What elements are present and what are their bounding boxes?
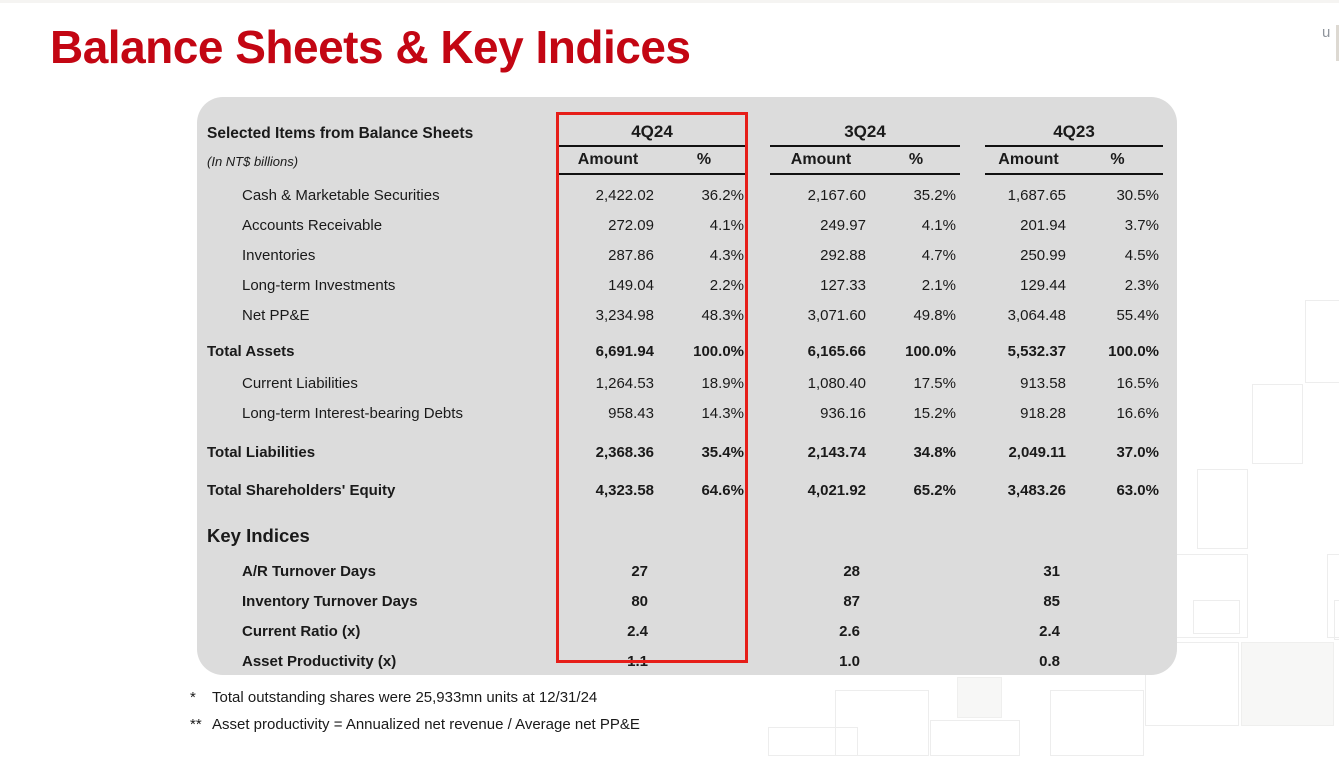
pct-3q24: 100.0%	[905, 342, 956, 360]
pct-3q24: 4.1%	[921, 216, 956, 234]
amount-4q23: 250.99	[1020, 246, 1066, 264]
value-3q24: 28	[843, 562, 860, 580]
table-row	[207, 368, 1177, 398]
pct-3q24: 4.7%	[921, 246, 956, 264]
amount-3q24: 3,071.60	[807, 306, 866, 324]
decor-square	[1050, 690, 1144, 756]
row-label: Net PP&E	[242, 306, 310, 324]
amount-4q23: 5,532.37	[1007, 342, 1066, 360]
row-label: Total Assets	[207, 342, 295, 360]
row-label: Asset Productivity (x)	[242, 652, 397, 670]
subheader-percent: %	[1110, 151, 1125, 168]
table-row	[207, 398, 1177, 428]
row-label: Accounts Receivable	[242, 216, 383, 234]
table-title: Selected Items from Balance Sheets	[207, 125, 474, 142]
pct-4q24: 2.2%	[709, 276, 744, 294]
key-index-row	[207, 556, 1177, 586]
row-label: Inventories	[242, 246, 316, 264]
subheader-amount: Amount	[790, 151, 852, 168]
decor-square	[957, 677, 1002, 718]
footnote-marker: **	[190, 716, 202, 733]
amount-4q23: 1,687.65	[1007, 186, 1066, 204]
subheader-amount: Amount	[577, 151, 639, 168]
pct-4q24: 36.2%	[701, 186, 744, 204]
decor-square	[1252, 384, 1303, 464]
amount-3q24: 292.88	[820, 246, 866, 264]
corner-fragment-text: u	[1322, 24, 1331, 41]
value-3q24: 2.6	[839, 622, 860, 640]
value-4q24: 80	[631, 592, 648, 610]
subheader-percent: %	[696, 151, 712, 168]
table-row	[207, 210, 1177, 240]
value-4q24: 1.1	[627, 652, 648, 670]
row-label: Cash & Marketable Securities	[242, 186, 440, 204]
table-row	[207, 240, 1177, 270]
pct-3q24: 2.1%	[921, 276, 956, 294]
value-4q23: 85	[1043, 592, 1060, 610]
subheader-percent: %	[908, 151, 924, 168]
pct-4q24: 48.3%	[701, 306, 744, 324]
pct-3q24: 49.8%	[913, 306, 956, 324]
row-label: Inventory Turnover Days	[242, 592, 418, 610]
row-label: Total Liabilities	[207, 443, 316, 461]
pct-4q23: 16.6%	[1116, 404, 1159, 422]
amount-4q23: 201.94	[1020, 216, 1066, 234]
column-header-4q23: 4Q23	[985, 122, 1163, 147]
pct-3q24: 34.8%	[913, 443, 956, 461]
pct-4q24: 35.4%	[701, 443, 744, 461]
amount-4q24: 4,323.58	[595, 481, 654, 499]
decor-square	[1193, 600, 1240, 634]
key-index-row	[207, 586, 1177, 616]
pct-4q23: 100.0%	[1108, 342, 1159, 360]
row-label: Total Shareholders' Equity	[207, 481, 396, 499]
subheader-amount: Amount	[998, 151, 1059, 168]
amount-4q23: 918.28	[1020, 404, 1066, 422]
value-4q23: 2.4	[1039, 622, 1060, 640]
pct-4q23: 63.0%	[1116, 481, 1159, 499]
table-header-quarters	[207, 113, 1177, 147]
decor-square	[1334, 600, 1339, 640]
table-row-total-liabilities	[207, 435, 1177, 469]
row-label: Current Liabilities	[242, 374, 358, 392]
amount-4q23: 913.58	[1020, 374, 1066, 392]
column-header-3q24: 3Q24	[770, 122, 960, 147]
value-4q24: 27	[631, 562, 648, 580]
table-row	[207, 180, 1177, 210]
pct-4q24: 100.0%	[693, 342, 744, 360]
table-row-total-assets	[207, 334, 1177, 368]
table-header-subcolumns	[207, 147, 1177, 175]
amount-4q23: 3,064.48	[1007, 306, 1066, 324]
subheader-group-4q24	[556, 147, 748, 175]
pct-4q23: 30.5%	[1116, 186, 1159, 204]
footnote-text: Asset productivity = Annualized net revenue / Average net PP&E	[212, 716, 640, 733]
decor-square	[1241, 642, 1334, 726]
amount-3q24: 2,143.74	[807, 443, 866, 461]
amount-4q23: 3,483.26	[1007, 481, 1066, 499]
pct-3q24: 15.2%	[913, 404, 956, 422]
pct-4q24: 14.3%	[701, 404, 744, 422]
decor-square	[1197, 469, 1248, 549]
key-index-row	[207, 646, 1177, 676]
amount-4q24: 149.04	[608, 276, 654, 294]
amount-3q24: 6,165.66	[807, 342, 866, 360]
decor-square	[930, 720, 1020, 756]
footnotes	[190, 684, 640, 738]
amount-4q24: 272.09	[608, 216, 654, 234]
amount-3q24: 4,021.92	[807, 481, 866, 499]
pct-3q24: 65.2%	[913, 481, 956, 499]
value-3q24: 1.0	[839, 652, 860, 670]
table-row	[207, 300, 1177, 330]
pct-4q23: 55.4%	[1116, 306, 1159, 324]
row-label: Long-term Investments	[242, 276, 396, 294]
column-header-4q24: 4Q24	[556, 122, 748, 147]
pct-4q24: 4.1%	[709, 216, 744, 234]
decor-square	[768, 727, 858, 756]
table-subtitle: (In NT$ billions)	[207, 153, 299, 169]
footnote	[190, 711, 640, 738]
amount-4q24: 958.43	[608, 404, 654, 422]
amount-3q24: 249.97	[820, 216, 866, 234]
pct-4q23: 2.3%	[1124, 276, 1159, 294]
subheader-group-3q24	[770, 147, 960, 175]
value-4q23: 0.8	[1039, 652, 1060, 670]
amount-4q24: 6,691.94	[595, 342, 654, 360]
table-row	[207, 270, 1177, 300]
pct-4q23: 37.0%	[1116, 443, 1159, 461]
value-3q24: 87	[843, 592, 860, 610]
pct-4q24: 18.9%	[701, 374, 744, 392]
amount-4q23: 2,049.11	[1008, 443, 1066, 461]
footnote	[190, 684, 640, 711]
row-label: A/R Turnover Days	[242, 562, 376, 580]
pct-4q23: 16.5%	[1116, 374, 1159, 392]
amount-4q24: 287.86	[608, 246, 654, 264]
value-4q24: 2.4	[627, 622, 648, 640]
page-title: Balance Sheets & Key Indices	[50, 21, 691, 73]
pct-4q24: 64.6%	[701, 481, 744, 499]
amount-4q24: 3,234.98	[595, 306, 654, 324]
balance-sheet-panel	[197, 97, 1177, 675]
amount-3q24: 127.33	[820, 276, 866, 294]
amount-3q24: 2,167.60	[807, 186, 866, 204]
key-indices-section-header: Key Indices	[207, 525, 310, 546]
amount-4q24: 2,368.36	[595, 443, 654, 461]
decor-square	[1305, 300, 1339, 383]
amount-4q24: 1,264.53	[595, 374, 654, 392]
amount-3q24: 936.16	[820, 404, 866, 422]
pct-3q24: 17.5%	[913, 374, 956, 392]
pct-4q23: 4.5%	[1124, 246, 1159, 264]
pct-4q24: 4.3%	[709, 246, 744, 264]
amount-4q23: 129.44	[1020, 276, 1066, 294]
subheader-group-4q23	[985, 147, 1163, 175]
row-label: Current Ratio (x)	[242, 622, 361, 640]
pct-3q24: 35.2%	[913, 186, 956, 204]
key-index-row	[207, 616, 1177, 646]
top-divider	[0, 0, 1339, 3]
footnote-text: Total outstanding shares were 25,933mn units at 12/31/24	[212, 689, 598, 706]
row-label: Long-term Interest-bearing Debts	[242, 404, 463, 422]
pct-4q23: 3.7%	[1124, 216, 1159, 234]
footnote-marker: *	[190, 689, 196, 706]
amount-3q24: 1,080.40	[807, 374, 866, 392]
value-4q23: 31	[1043, 562, 1060, 580]
amount-4q24: 2,422.02	[595, 186, 654, 204]
table-row-total-equity	[207, 473, 1177, 507]
